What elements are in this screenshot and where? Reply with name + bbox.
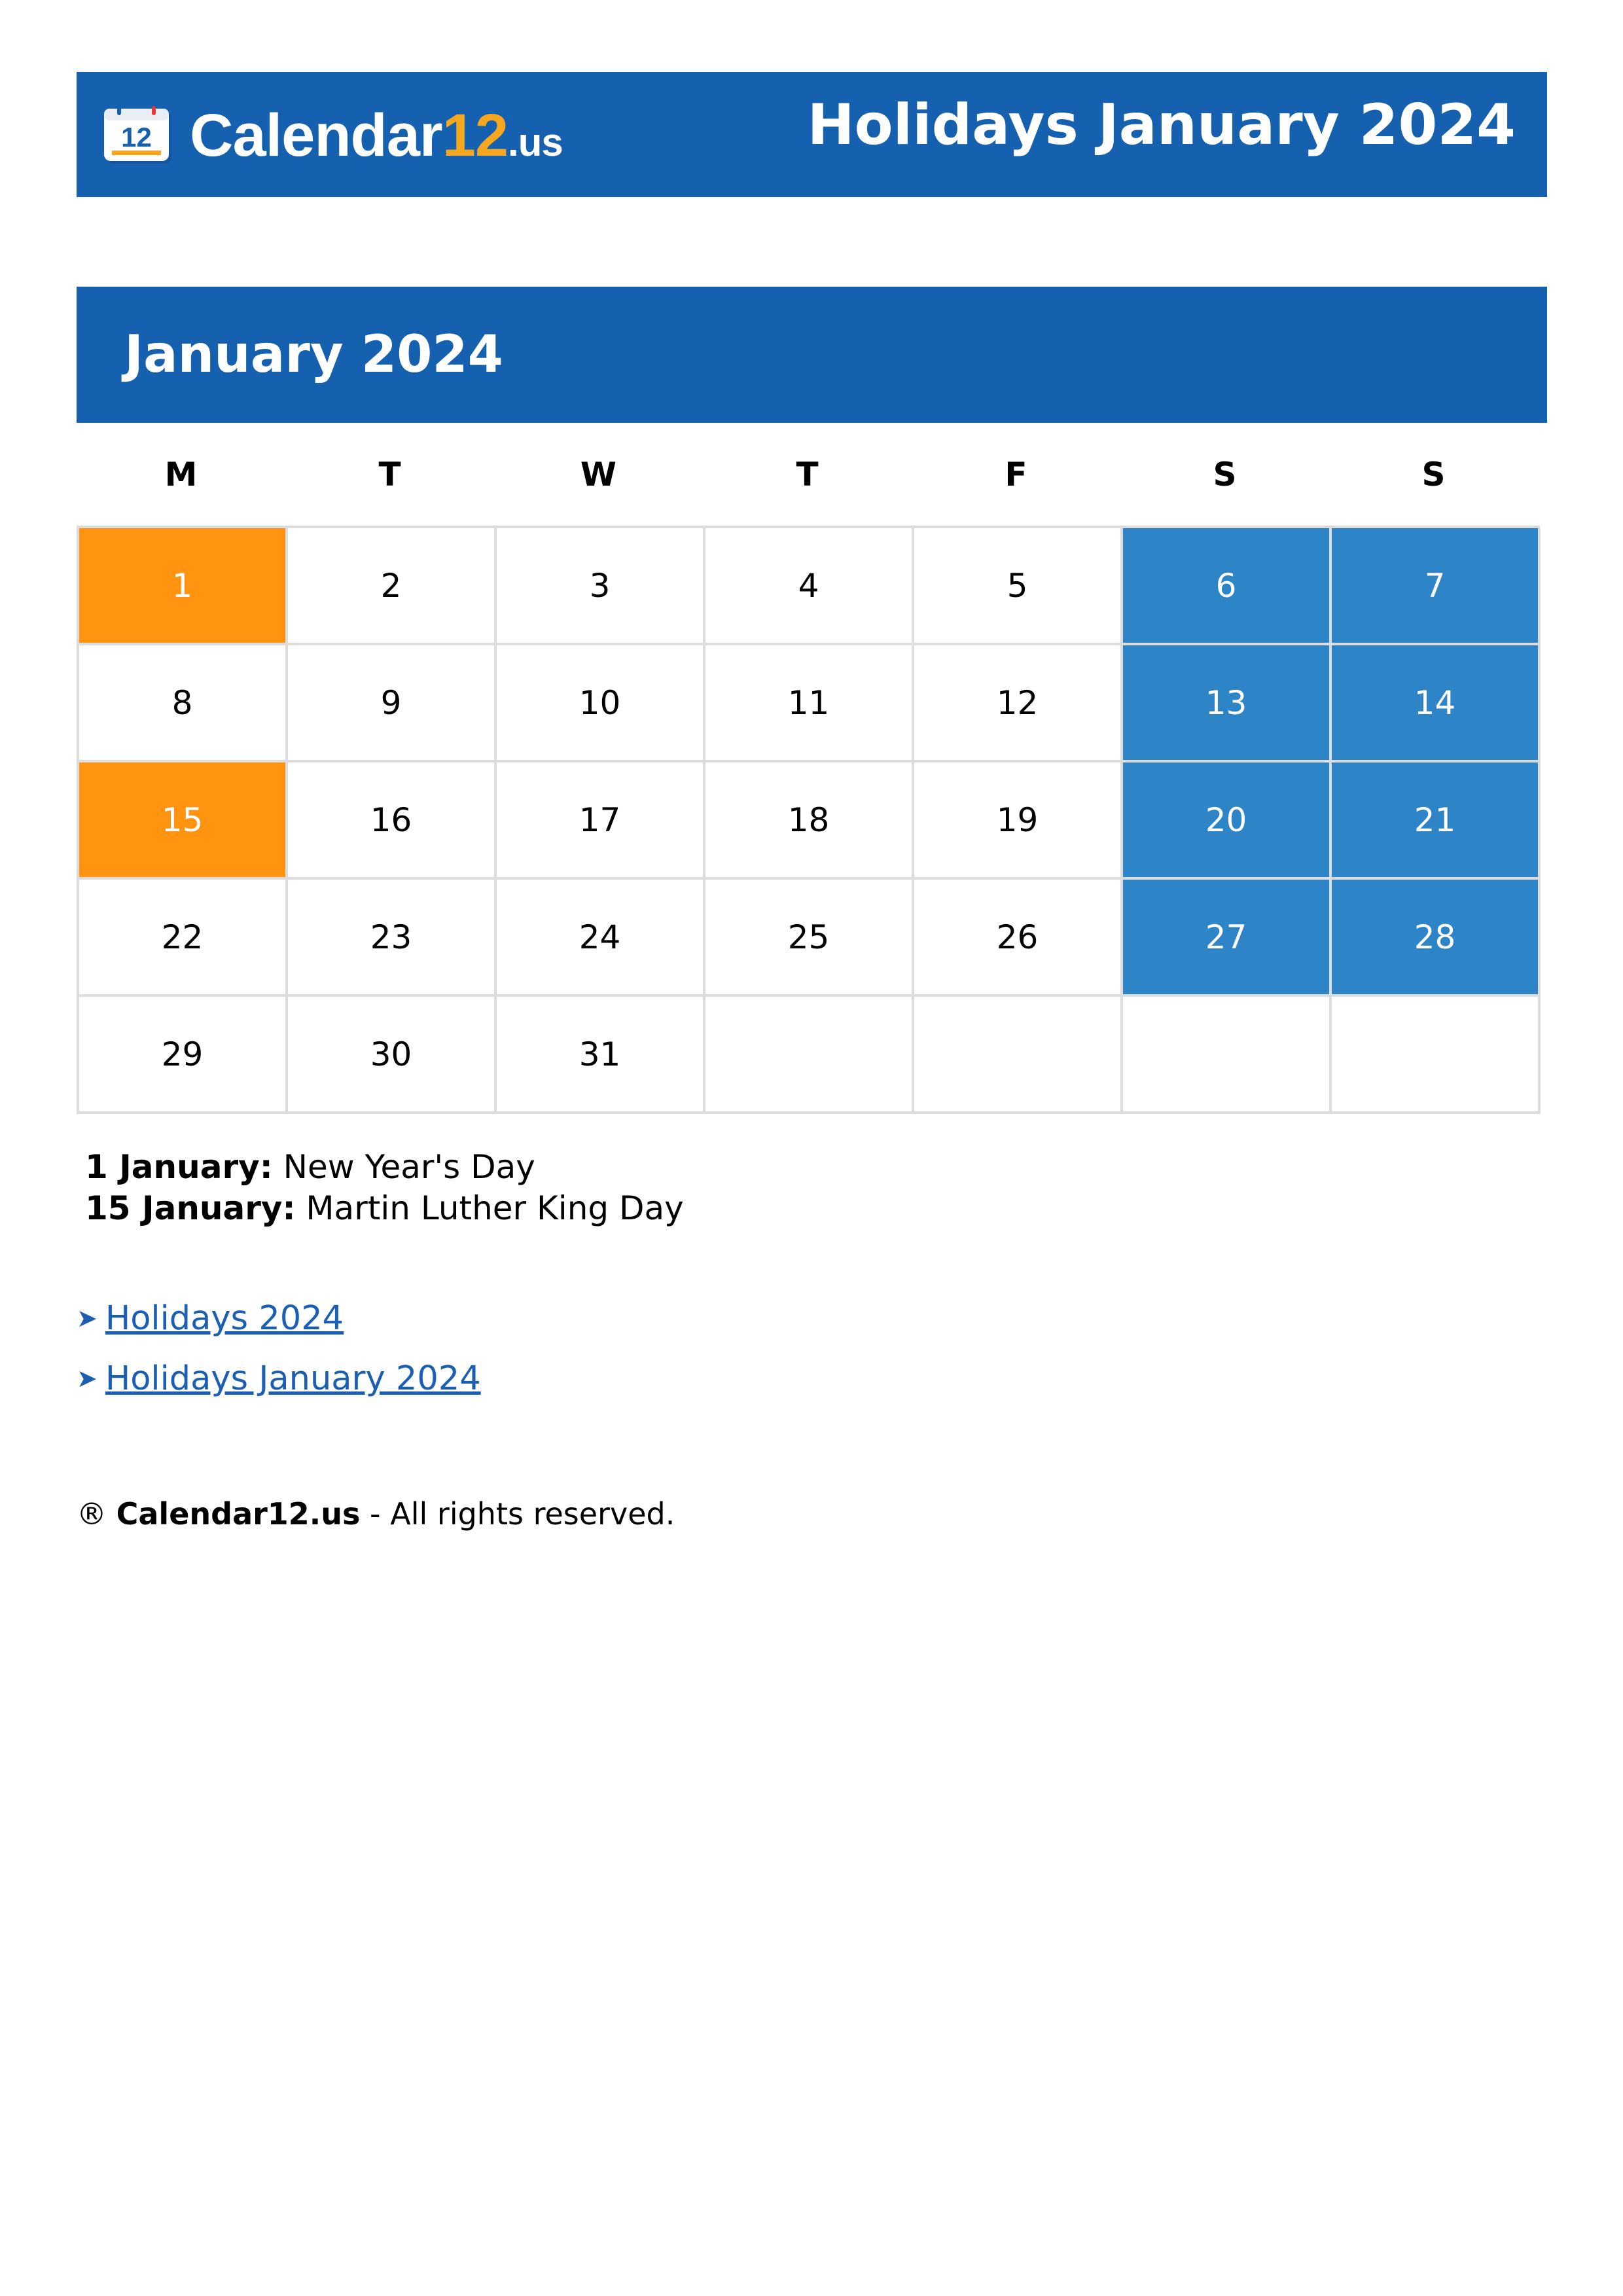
link-row [77, 1348, 481, 1408]
holiday-date: 1 January: [85, 1148, 273, 1186]
day-cell: 21 [1332, 762, 1541, 880]
holiday-list [85, 1147, 684, 1229]
holiday-date: 15 January: [85, 1189, 296, 1227]
weekday-label: W [580, 456, 617, 493]
holiday-item [85, 1147, 684, 1188]
holiday-day-cell: 15 [79, 762, 288, 880]
day-cell: 23 [288, 880, 497, 997]
month-title: January 2024 [124, 325, 503, 384]
weekday-label: S [1213, 456, 1237, 493]
link-holidays-january-2024[interactable]: Holidays January 2024 [105, 1359, 481, 1398]
month-header [77, 287, 1547, 423]
calendar-grid [77, 526, 1540, 1114]
day-cell: 19 [914, 762, 1123, 880]
weekday-label: F [1005, 456, 1027, 493]
arrow-right-icon: ➤ [77, 1364, 98, 1393]
holiday-name: Martin Luther King Day [306, 1189, 684, 1227]
weekday-header-row [77, 445, 1538, 504]
weekday-label: S [1421, 456, 1446, 493]
footer-text: - All rights reserved. [360, 1496, 675, 1532]
day-cell: 27 [1123, 880, 1332, 997]
day-cell: 10 [497, 645, 705, 762]
day-cell: 20 [1123, 762, 1332, 880]
day-cell: 31 [497, 997, 705, 1114]
day-cell: 30 [288, 997, 497, 1114]
logo-tld: .us [508, 120, 563, 164]
day-cell: 7 [1332, 528, 1541, 645]
day-cell: 5 [914, 528, 1123, 645]
day-cell: 11 [705, 645, 914, 762]
empty-day-cell [1332, 997, 1541, 1114]
day-cell: 8 [79, 645, 288, 762]
logo-wordmark [190, 102, 563, 169]
day-cell: 16 [288, 762, 497, 880]
holiday-item [85, 1188, 684, 1229]
day-cell: 3 [497, 528, 705, 645]
page-title: Holidays January 2024 [807, 92, 1516, 158]
logo-brand: Calendar [190, 102, 442, 169]
calendar-12-icon [104, 106, 174, 165]
day-cell: 24 [497, 880, 705, 997]
day-cell: 25 [705, 880, 914, 997]
day-cell: 18 [705, 762, 914, 880]
footer-brand: Calendar12.us [116, 1496, 361, 1532]
weekday-label: T [378, 456, 401, 493]
related-links [77, 1288, 481, 1408]
day-cell: 4 [705, 528, 914, 645]
link-row [77, 1288, 481, 1348]
registered-icon: ® [77, 1496, 107, 1532]
footer [77, 1494, 675, 1534]
day-cell: 6 [1123, 528, 1332, 645]
day-cell: 26 [914, 880, 1123, 997]
day-cell: 2 [288, 528, 497, 645]
weekday-label: M [164, 456, 198, 493]
calendar-icon-number: 12 [121, 122, 152, 152]
weekday-label: T [796, 456, 819, 493]
logo-number: 12 [442, 102, 508, 169]
holiday-day-cell: 1 [79, 528, 288, 645]
day-cell: 29 [79, 997, 288, 1114]
day-cell: 9 [288, 645, 497, 762]
arrow-right-icon: ➤ [77, 1304, 98, 1333]
site-header [77, 72, 1547, 197]
empty-day-cell [1123, 997, 1332, 1114]
holiday-name: New Year's Day [283, 1148, 535, 1186]
day-cell: 12 [914, 645, 1123, 762]
empty-day-cell [705, 997, 914, 1114]
day-cell: 22 [79, 880, 288, 997]
site-logo[interactable] [104, 102, 563, 169]
day-cell: 28 [1332, 880, 1541, 997]
day-cell: 17 [497, 762, 705, 880]
link-holidays-2024[interactable]: Holidays 2024 [105, 1299, 344, 1338]
empty-day-cell [914, 997, 1123, 1114]
day-cell: 13 [1123, 645, 1332, 762]
day-cell: 14 [1332, 645, 1541, 762]
